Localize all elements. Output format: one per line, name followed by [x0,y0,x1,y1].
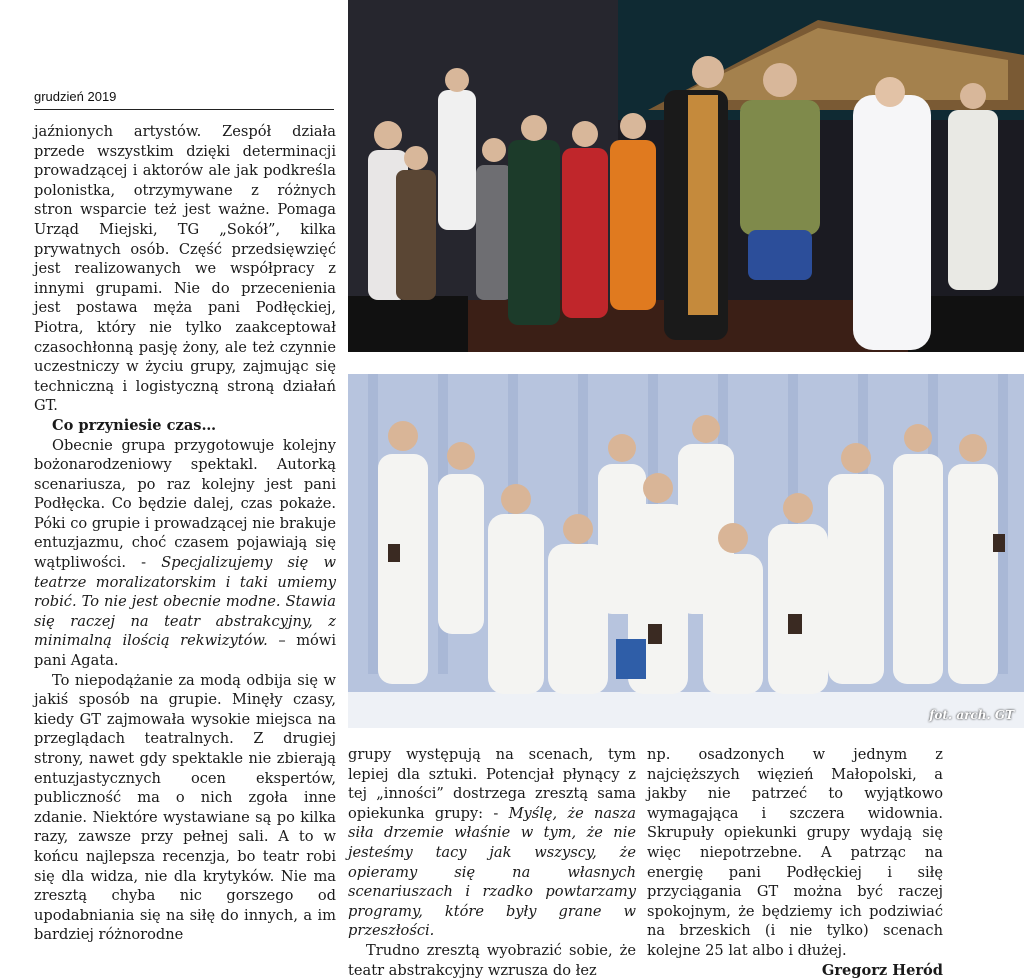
cast-illustration [348,374,1024,728]
photo-credit: fot. arch. GT [929,708,1014,722]
article-column-3 [647,745,943,980]
paragraph: To niepodążanie za modą odbija się w jakiś sposób na grupie. Minęły czasy, kiedy GT zajmowała wysokie miejsca na przeglądach teatralnych. Z drugiej strony, nawet gdy spektakle nie zbierają entuzjastycznych ocen ekspertów, publiczność ma o nich zgoła inne zdanie. Niektóre wystawiane są po kilka razy, zawsze przy pełnej sali. A to w końcu najlepsza recenzja, bo teatr robi się dla widza, nie dla krytyków. Nie ma zresztą chyba nic gorszego od upodabniania się na siłę do innych, a im bardziej różnorodne [34,671,336,944]
text: Obecnie grupa przygotowuje kolejny bożonarodzeniowy spektakl. Autorką scenariusza, po raz kolejny jest pani Podłęcka. Co będzie dalej, czas pokaże. Póki co grupie i prowadzącej nie brakuje entuzjazmu, choć czasem pojawiają się wątpliwości. - [34,436,336,572]
subheading: Co przyniesie czas… [52,416,217,434]
issue-date: grudzień 2019 [34,89,117,104]
author-signature: Gregorz Heród [821,961,943,979]
header-rule [34,109,334,110]
text: – mówi pani Agata. [34,632,337,670]
paragraph: np. osadzonych w jednym z najcięższych więzień Małopolski, a jakby nie patrzeć to wyjątkowo wymagająca i szczera widownia. Skrupuły opiekunki grupy wydają się więc niepotrzebne. A patrząc na energię pani Podłęckiej i siłę przyciągania GT można być raczej spokojnym, że będziemy ich podziwiać na brzeskich (i nie tylko) scenach kolejne 25 lat albo i dłużej. [647,746,943,959]
quote: Myślę, że nasza siła drzemie właśnie w tym, że nie jesteśmy tacy jak wszyscy, że opieramy się na własnych scenariuszach i rzadko powtarzamy programy, które były grane w przeszłości. [348,804,637,940]
nativity-stage-photo [348,0,1024,352]
text: grupy występują na scenach, tym lepiej dla sztuki. Potencjał płynący z tej „inności” dostrzega zresztą sama opiekunka grupy: - [348,746,636,822]
article-column-1 [34,122,336,945]
quote: Specjalizujemy się w teatrze moralizatorskim i taki umiemy robić. To nie jest obecnie modne. Stawia się raczej na teatr abstrakcyjny, z minimalną ilością rekwizytów. [34,554,336,650]
paragraph [348,745,636,941]
paragraph: jaźnionych artystów. Zespół działa przede wszystkim dzięki determinacji prowadzącej i aktorów ale jak podkreśla polonistka, otrzymywane z różnych stron wsparcie też jest ważne. Pomaga Urząd Miejski, TG „Sokół”, kilka prywatnych osób. Część przedsięwzięć jest realizowanych we współpracy z innymi grupami. Nie do przecenienia jest postawa męża pani Podłęckiej, Piotra, który nie tylko zaakceptował czasochłonną pasję żony, ale też czynnie uczestniczy w życiu grupy, zajmując się techniczną i logistyczną stroną działań GT. [34,123,336,415]
article-column-2 [348,745,636,980]
paragraph: Trudno zresztą wyobrazić sobie, że teatr abstrakcyjny wzrusza do łez [348,941,636,979]
stage-illustration [348,0,1024,352]
paragraph [34,436,336,671]
cast-lanterns-photo [348,374,1024,728]
